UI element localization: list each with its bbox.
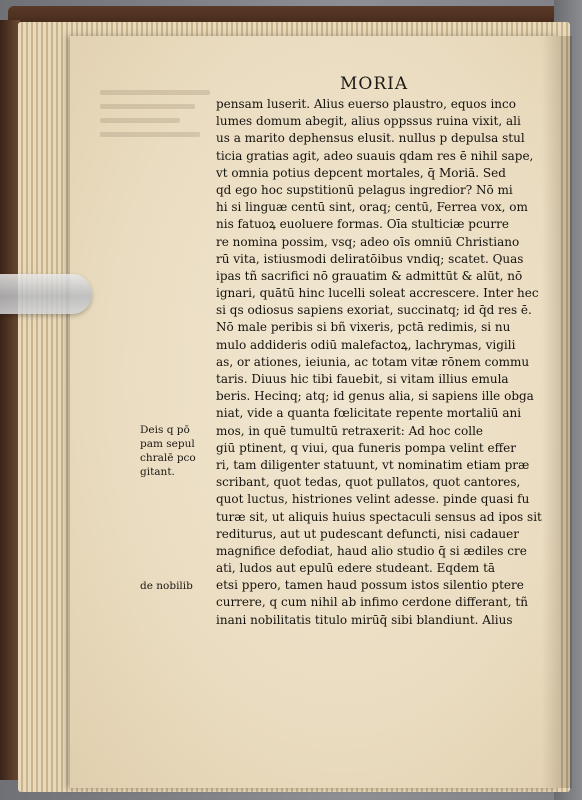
text-line: pensam luserit. Alius euerso plaustro, equos inco	[216, 97, 516, 111]
text-line: mulo addideris odiū malefactoꝝ, lachrymas, vigili	[216, 337, 516, 352]
text-line: re nomina possim, vsq; adeo oīs omniū Christiano	[216, 234, 520, 249]
text-line: quot luctus, histriones velint adesse. pinde quasi fu	[216, 492, 530, 507]
text-line: ignari, quātū hinc lucelli soleat accrescere. Inter hec	[216, 286, 539, 301]
text-line: giū ptinent, q viui, qua funeris pompa velint effer	[216, 440, 516, 455]
text-line: vt omnia potius depcent mortales, q̄ Moriā. Sed	[216, 165, 506, 180]
text-line: mos, in quē tumultū retraxerit: Ad hoc colle	[216, 423, 484, 438]
text-line: ipas tñ sacrifici nō grauatim & admittūt & alūt, nō	[216, 268, 523, 283]
text-line: hi si linguæ centū sint, oraq; centū, Ferrea vox, om	[216, 200, 528, 215]
marginal-note-funeral	[140, 423, 216, 479]
running-head: MORIA	[340, 74, 409, 94]
book-cover-left-edge	[0, 20, 20, 780]
text-line: turæ sit, ut aliquis huius spectaculi sensus ad ipos sit	[216, 509, 542, 524]
main-text-block	[216, 96, 546, 629]
text-line: nis fatuoꝝ euoluere formas. Oīa stulticiæ pcurre	[216, 217, 509, 232]
text-line: niat, vide a quanta fœlicitate repente mortaliū ani	[216, 406, 522, 421]
text-line: rediturus, aut ut pudescant defuncti, nisi cadauer	[216, 526, 519, 541]
text-line: currere, q cum nihil ab infimo cerdone differant, tñ	[216, 595, 528, 610]
text-line: inani nobilitatis titulo mirūq̄ sibi blandiunt. Alius	[216, 612, 513, 627]
marginal-note-line: chralē pco	[140, 452, 196, 464]
text-line: beris. Hecinq; atq; id genus alia, si sapiens ille obga	[216, 389, 534, 404]
marginal-note-line: pam sepul	[140, 438, 195, 450]
text-line: si qs odiosus sapiens exoriat, succinatq; id q̄d res ē.	[216, 303, 532, 318]
text-line: etsi ppero, tamen haud possum istos silentio ptere	[216, 578, 524, 593]
text-line: Nō male peribis si bñ vixeris, pctā redimis, si nu	[216, 320, 511, 335]
text-line: qd ego hoc supstitionū pelagus ingredior? Nō mi	[216, 182, 513, 197]
gutter-shadow	[542, 36, 572, 788]
text-line: ticia gratias agit, adeo suauis qdam res ē nihil sape,	[216, 148, 534, 163]
text-line: scribant, quot tedas, quot pullatos, quot cantores,	[216, 475, 521, 490]
text-line: as, or ationes, ieiunia, ac totam vitæ rōnem commu	[216, 354, 530, 369]
marginal-note-nobility	[140, 579, 216, 593]
marginal-note-line: de nobilib	[140, 580, 193, 592]
marginal-note-line: gitant.	[140, 466, 175, 478]
text-line: lumes domum abegit, alius oppssus ruina vixit, ali	[216, 114, 521, 129]
text-line: us a marito dephensus elusit. nullus p depulsa stul	[216, 131, 525, 146]
marginal-note-line: Deis q pō	[140, 424, 190, 436]
page-clip	[0, 274, 92, 314]
text-line: rū vita, istiusmodi deliratōibus vndiq; scatet. Quas	[216, 251, 524, 266]
text-line: magnifice defodiat, haud alio studio q̄ si ædiles cre	[216, 543, 527, 558]
text-line: ati, ludos aut epulū edere studeant. Eqdem tā	[216, 561, 496, 576]
text-line: ri, tam diligenter statuunt, vt nominatim etiam præ	[216, 457, 530, 472]
show-through-text	[100, 90, 220, 170]
text-line: taris. Diuus hic tibi fauebit, si vitam illius emula	[216, 372, 509, 386]
